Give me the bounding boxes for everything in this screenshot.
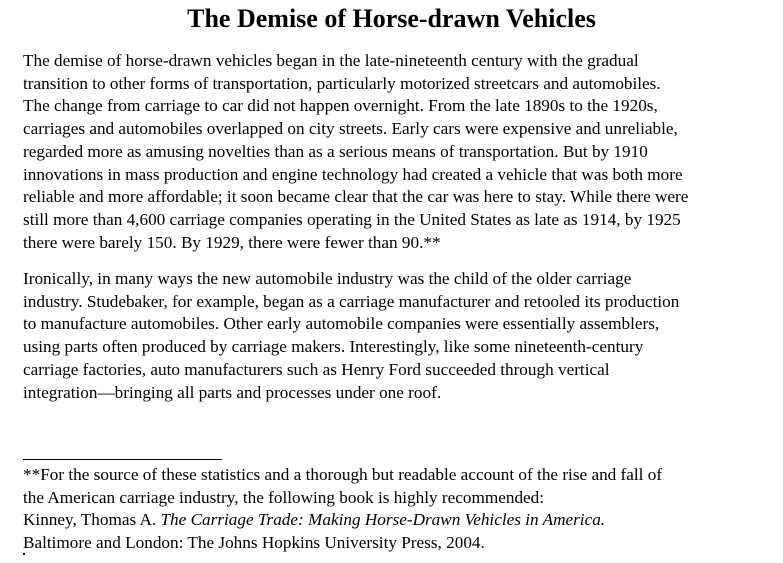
paragraph-line: using parts often produced by carriage makers. Interestingly, like some nineteenth-century [23, 337, 644, 357]
paragraph-line: to manufacture automobiles. Other early automobile companies were essentially assemblers, [23, 314, 660, 334]
paragraph-automobile-industry [23, 268, 763, 404]
paragraph-line: still more than 4,600 carriage companies operating in the United States as late as 1914, by 1925 [23, 209, 681, 229]
paragraph-line: innovations in mass production and engine technology had created a vehicle that was both more [23, 164, 683, 184]
citation-publisher: Baltimore and London: The Johns Hopkins University Press, 2004. [23, 533, 485, 553]
paragraph-line: carriages and automobiles overlapped on city streets. Early cars were expensive and unreliable, [23, 119, 678, 139]
stray-dot-mark [23, 553, 25, 555]
paragraph-line: The change from carriage to car did not happen overnight. From the late 1890s to the 1920s, [23, 96, 658, 116]
paragraph-line: Ironically, in many ways the new automobile industry was the child of the older carriage [23, 269, 632, 288]
footnote-separator [23, 459, 222, 460]
citation-author: Kinney, Thomas A. [23, 510, 161, 530]
paragraph-line: carriage factories, auto manufacturers such as Henry Ford succeeded through vertical [23, 359, 610, 379]
citation-book-title: The Carriage Trade: Making Horse-Drawn Vehicles in America. [160, 510, 606, 530]
paragraph-intro [23, 50, 763, 254]
paragraph-line: The demise of horse-drawn vehicles began in the late-nineteenth century with the gradual [23, 51, 639, 70]
footnote-line: **For the source of these statistics and a thorough but readable account of the rise and fall of [23, 465, 663, 484]
paragraph-line: there were barely 150. By 1929, there were fewer than 90.** [23, 232, 441, 252]
paragraph-line: reliable and more affordable; it soon became clear that the car was here to stay. While there were [23, 187, 689, 207]
paragraph-line: integration—bringing all parts and processes under one roof. [23, 382, 442, 402]
paragraph-line: industry. Studebaker, for example, began as a carriage manufacturer and retooled its production [23, 291, 680, 311]
footnote-line: the American carriage industry, the following book is highly recommended: [23, 487, 545, 507]
paragraph-line: regarded more as amusing novelties than as a serious means of transportation. But by 1910 [23, 141, 648, 161]
page-title: The Demise of Horse-drawn Vehicles [187, 4, 596, 33]
paragraph-line: transition to other forms of transportation, particularly motorized streetcars and automobiles. [23, 73, 661, 93]
citation-line [23, 509, 763, 532]
footnote [23, 464, 763, 555]
